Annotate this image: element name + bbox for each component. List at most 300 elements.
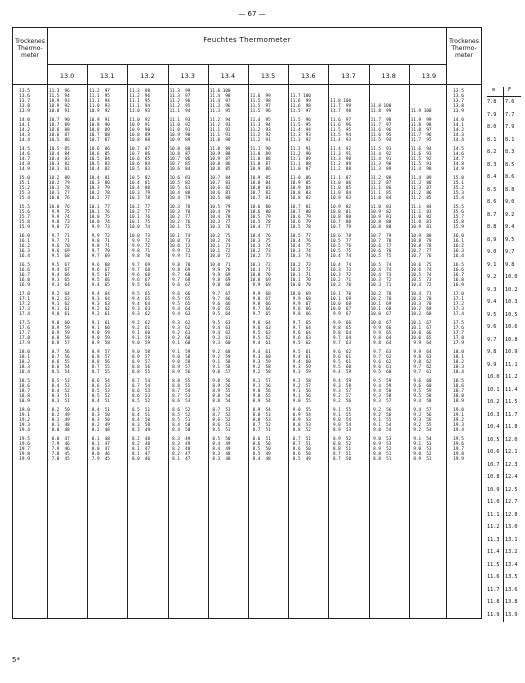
- table-cell: 8.5 52: [89, 394, 110, 400]
- conversion-e-value: 9.9: [487, 361, 497, 368]
- table-cell: 11.4 98: [209, 94, 231, 100]
- table-cell: 8.5 51: [129, 408, 151, 413]
- table-cell: 10.9 86: [250, 167, 271, 173]
- table-cell: 10.1 78: [49, 186, 70, 192]
- table-cell: 10.9 92: [49, 104, 70, 110]
- table-cell: 9.0 58: [169, 360, 191, 366]
- dry-temperature: 18.3: [19, 365, 31, 371]
- table-cell: 9.4 58: [370, 389, 392, 395]
- dry-temperature: 19.6: [453, 442, 465, 448]
- table-cell: 9.8 66: [250, 302, 271, 308]
- conversion-f-value: 13.2: [505, 549, 518, 555]
- dry-temperature: 14.4: [453, 138, 465, 144]
- table-cell: 11.3 90: [330, 157, 352, 163]
- table-cell: 10.4 81: [89, 176, 110, 181]
- table-cell: 8.6 52: [169, 408, 191, 413]
- table-cell: 9.7 67: [209, 292, 231, 297]
- dry-temperature: 15.4: [453, 196, 465, 202]
- table-cell: 10.0 67: [370, 321, 392, 326]
- table-cell: 11.6 96: [370, 128, 392, 134]
- dry-temperature: 15.8: [19, 220, 31, 226]
- table-cell: 9.5 61: [330, 360, 352, 366]
- table-cell: 9.1 55: [330, 408, 352, 413]
- table-cell: 9.2 62: [89, 307, 110, 313]
- table-cell: 10.4 71: [410, 292, 432, 297]
- table-cell: 8.9 53: [290, 418, 311, 424]
- table-cell: 10.1 75: [169, 225, 191, 231]
- table-cell: 8.2 50: [49, 408, 70, 413]
- dry-temperature: 15.6: [453, 210, 465, 216]
- dry-temperature: 15.2: [453, 186, 465, 192]
- table-cell: 10.7 86: [169, 157, 191, 163]
- table-cell: 11.0 87: [250, 162, 271, 168]
- dry-temperature: 14.7: [453, 157, 465, 163]
- conversion-e-value: 10.8: [487, 474, 500, 480]
- table-cell: 9.5 66: [129, 283, 151, 289]
- conversion-f-value: 7.7: [505, 111, 515, 118]
- conversion-e-value: 8.4: [487, 174, 497, 180]
- conversion-f-value: 8.1: [505, 136, 515, 143]
- table-cell: 10.7 80: [330, 220, 352, 226]
- dry-temperature: 15.1: [19, 181, 31, 187]
- dry-temperature: 14.1: [19, 123, 31, 129]
- table-cell: 10.8 86: [209, 162, 231, 168]
- table-cell: 9.9 73: [89, 225, 110, 231]
- table-cell: 8.1 48: [89, 437, 110, 442]
- table-cell: 10.2 71: [330, 278, 352, 284]
- dry-temperature: 19.4: [19, 428, 31, 434]
- table-cell: 9.5 61: [290, 350, 311, 355]
- table-cell: 10.4 75: [290, 244, 311, 250]
- table-cell: 8.7 51: [290, 442, 311, 448]
- table-cell: 8.0 46: [129, 457, 151, 463]
- table-cell: 9.3 62: [169, 326, 191, 332]
- dry-temperature: 17.4: [19, 312, 31, 318]
- dry-temperature: 14.6: [19, 152, 31, 158]
- table-cell: 11.0 92: [169, 123, 191, 129]
- table-cell: 9.9 72: [129, 244, 151, 250]
- table-cell: 9.5 65: [129, 292, 151, 297]
- conversion-f-value: 8.5: [505, 161, 515, 168]
- table-cell: 11.1 94: [89, 99, 110, 105]
- table-cell: 9.9 67: [290, 302, 311, 308]
- table-cell: 8.8 56: [89, 360, 110, 366]
- dry-temperature: 14.0: [19, 118, 31, 123]
- table-cell: 8.7 54: [129, 384, 151, 390]
- table-cell: 10.4 73: [370, 273, 392, 279]
- table-cell: 9.6 60: [410, 384, 432, 390]
- table-cell: 11.3 89: [370, 167, 392, 173]
- table-cell: 9.2 61: [169, 331, 191, 337]
- table-cell: 9.3 63: [89, 302, 110, 308]
- conversion-f-value: 11.2: [505, 374, 518, 380]
- table-cell: 8.8 56: [129, 365, 151, 371]
- table-cell: 11.4 97: [209, 99, 231, 105]
- table-cell: 9.7 68: [129, 268, 151, 274]
- table-cell: 9.5 62: [290, 341, 311, 347]
- table-cell: 9.7 68: [169, 273, 191, 279]
- dry-temperature: 16.1: [453, 239, 465, 245]
- title-divider: [47, 64, 447, 65]
- table-cell: 10.6 85: [89, 152, 110, 158]
- table-cell: 9.0 59: [89, 331, 110, 337]
- conversion-e-value: 9.0: [487, 249, 497, 255]
- table-cell: 8.1 49: [49, 418, 70, 424]
- table-cell: 11.3 96: [209, 104, 231, 110]
- dry-temperature: 17.2: [453, 302, 465, 308]
- table-cell: 9.4 61: [290, 355, 311, 361]
- table-cell: 8.6 50: [290, 447, 311, 453]
- conversion-f-value: 10.0: [505, 274, 518, 280]
- table-cell: 9.4 65: [89, 283, 110, 289]
- table-cell: 10.7 78: [370, 239, 392, 245]
- table-cell: 9.7 62: [410, 365, 432, 371]
- dry-temperature: 19.2: [453, 418, 465, 424]
- table-cell: 11.9 99: [410, 118, 432, 123]
- dry-temperature: 18.2: [19, 360, 31, 366]
- table-cell: 9.0 55: [250, 394, 271, 400]
- wet-column-header: 13.6: [301, 72, 316, 80]
- table-cell: 8.7 55: [89, 365, 110, 371]
- table-cell: 9.3 57: [330, 389, 352, 395]
- table-cell: 8.5 50: [209, 437, 231, 442]
- table-cell: 10.2 70: [370, 297, 392, 303]
- table-cell: 8.5 51: [209, 428, 231, 434]
- table-cell: 11.3 92: [290, 138, 311, 144]
- table-cell: 8.0 48: [49, 428, 70, 434]
- table-cell: 8.9 57: [89, 350, 110, 355]
- dry-temperature: 18.0: [19, 350, 31, 355]
- dry-temperature: 19.5: [19, 437, 31, 442]
- table-cell: 11.5 94: [370, 138, 392, 144]
- table-cell: 10.3 82: [49, 162, 70, 168]
- table-cell: 9.7 70: [89, 249, 110, 255]
- dry-temperature: 13.9: [453, 109, 465, 115]
- table-cell: 10.5 82: [169, 181, 191, 187]
- table-cell: 8.5 51: [169, 418, 191, 424]
- table-cell: 10.5 73: [410, 278, 432, 284]
- table-cell: 9.0 58: [129, 350, 151, 355]
- table-cell: 11.2 93: [250, 128, 271, 134]
- table-cell: 9.0 59: [89, 336, 110, 342]
- table-cell: 10.0 69: [250, 278, 271, 284]
- dry-temperature: 13.6: [453, 94, 465, 100]
- wet-column-header: 13.0: [59, 72, 75, 80]
- table-cell: 9.0 56: [209, 379, 231, 384]
- table-cell: 9.9 71: [169, 254, 191, 260]
- conversion-e-value: 9.4: [487, 299, 497, 305]
- conversion-row: [487, 249, 521, 261]
- dry-temperature: 18.4: [453, 370, 465, 376]
- dry-temperature: 16.6: [19, 268, 31, 274]
- table-cell: 8.4 49: [209, 447, 231, 453]
- table-cell: 8.7 50: [330, 457, 352, 463]
- table-cell: 10.7 86: [129, 152, 151, 158]
- table-cell: 8.6 51: [209, 423, 231, 429]
- table-cell: 10.3 76: [209, 225, 231, 231]
- table-cell: 8.9 58: [89, 341, 110, 347]
- conversion-f-value: 9.8: [505, 261, 515, 268]
- table-cell: 11.0 85: [330, 186, 352, 192]
- table-cell: 9.1 57: [250, 379, 271, 384]
- table-cell: 9.3 57: [370, 399, 392, 405]
- table-cell: 8.2 48: [129, 437, 151, 442]
- table-cell: 9.8 62: [410, 360, 432, 366]
- table-cell: 8.9 57: [129, 360, 151, 366]
- table-cell: 10.1 76: [89, 210, 110, 216]
- dry-temperature: 13.8: [19, 104, 31, 110]
- conversion-f-value: 10.2: [505, 286, 518, 293]
- table-cell: 9.9 67: [330, 312, 352, 318]
- table-cell: 9.1 59: [129, 336, 151, 342]
- table-cell: 11.1 94: [129, 104, 151, 110]
- table-cell: 11.3 94: [250, 123, 271, 129]
- table-cell: 11.2 88: [370, 176, 392, 181]
- conversion-e-value: 11.0: [487, 499, 500, 505]
- dry-temperature: 18.4: [19, 370, 31, 376]
- dry-temperature: 16.7: [19, 273, 31, 279]
- table-cell: 10.9 82: [330, 205, 352, 210]
- table-cell: 10.4 78: [209, 215, 231, 221]
- table-cell: 10.3 70: [410, 297, 432, 303]
- conversion-f-value: 11.1: [505, 361, 518, 368]
- conversion-row: [487, 399, 521, 411]
- table-cell: 11.1 95: [89, 94, 110, 100]
- table-cell: 9.1 58: [209, 360, 231, 366]
- dry-temperature: 16.2: [19, 244, 31, 250]
- conversion-e-value: 9.7: [487, 336, 497, 343]
- dry-temperature: 19.3: [453, 423, 465, 429]
- table-cell: 10.3 79: [89, 186, 110, 192]
- dry-temperature: 18.7: [453, 389, 465, 395]
- table-cell: 10.0 74: [89, 220, 110, 226]
- table-cell: 9.6 67: [129, 278, 151, 284]
- conversion-e-value: 8.6: [487, 199, 497, 205]
- table-cell: 9.4 65: [129, 297, 151, 303]
- table-cell: 9.4 63: [209, 326, 231, 332]
- table-cell: 9.6 62: [330, 350, 352, 355]
- table-cell: 9.2 57: [330, 394, 352, 400]
- dry-temperature: 17.7: [19, 331, 31, 337]
- table-cell: 9.3 60: [250, 355, 271, 361]
- table-cell: 11.3 98: [129, 89, 151, 94]
- table-cell: 11.5 97: [250, 104, 271, 110]
- conversion-f-value: 8.3: [505, 149, 515, 155]
- table-cell: 10.1 69: [330, 297, 352, 303]
- table-cell: 8.6 54: [49, 365, 70, 371]
- table-cell: 11.2 89: [330, 162, 352, 168]
- conversion-e-value: 10.9: [487, 486, 500, 493]
- table-cell: 8.2 48: [89, 428, 110, 434]
- table-cell: 9.6 69: [49, 249, 70, 255]
- table-cell: 8.9 59: [49, 331, 70, 337]
- table-cell: 9.0 56: [250, 389, 271, 395]
- table-cell: 11.0 86: [330, 181, 352, 187]
- conversion-row: [487, 287, 521, 299]
- table-cell: 10.9 89: [169, 138, 191, 144]
- table-cell: 11.2 92: [250, 133, 271, 139]
- table-cell: 9.5 66: [89, 278, 110, 284]
- table-cell: 9.2 60: [209, 350, 231, 355]
- wet-column-header: 13.9: [421, 72, 437, 80]
- dry-temperature: 18.7: [19, 389, 31, 395]
- table-cell: 11.1 94: [169, 109, 191, 115]
- conversion-e-value: 11.5: [487, 561, 500, 568]
- table-cell: 10.5 79: [209, 205, 231, 210]
- table-cell: 10.1 76: [129, 215, 151, 221]
- table-cell: 8.3 51: [49, 399, 70, 405]
- table-cell: 9.7 66: [209, 297, 231, 303]
- table-cell: 9.9 65: [370, 331, 392, 337]
- table-cell: 11.3 93: [290, 133, 311, 139]
- humidity-table: [12, 27, 482, 619]
- table-cell: 8.0 47: [49, 437, 70, 442]
- table-cell: 10.6 81: [209, 191, 231, 197]
- conversion-e-value: 11.9: [487, 611, 500, 618]
- conversion-f-value: 11.4: [505, 386, 518, 393]
- dry-temperature: 15.9: [453, 225, 465, 231]
- table-cell: 8.2 49: [89, 423, 110, 429]
- table-cell: 9.1 55: [330, 413, 352, 419]
- dry-temperature: 16.4: [453, 254, 465, 260]
- dry-temperature: 17.8: [453, 336, 465, 342]
- table-cell: 11.4 92: [330, 147, 352, 152]
- conversion-e-value: 10.3: [487, 411, 500, 418]
- table-cell: 8.8 52: [330, 442, 352, 448]
- table-cell: 10.0 74: [129, 225, 151, 231]
- table-cell: 10.8 88: [129, 138, 151, 144]
- table-cell: 9.6 67: [89, 268, 110, 274]
- table-cell: 10.0 68: [330, 302, 352, 308]
- table-cell: 8.7 51: [250, 428, 271, 434]
- table-cell: 9.8 70: [169, 263, 191, 268]
- table-cell: 8.4 52: [49, 384, 70, 390]
- table-cell: 7.8 45: [49, 457, 70, 463]
- table-cell: 10.3 80: [89, 181, 110, 187]
- conversion-f-value: 9.7: [505, 249, 515, 255]
- table-cell: 9.7 68: [169, 278, 191, 284]
- table-cell: 11.4 95: [250, 118, 271, 123]
- table-cell: 8.6 53: [129, 389, 151, 395]
- wet-column-header: 13.8: [381, 72, 396, 80]
- table-cell: 9.2 62: [129, 321, 151, 326]
- table-cell: 9.7 64: [290, 326, 311, 332]
- table-cell: 8.9 54: [290, 413, 311, 419]
- table-cell: 11.5 95: [330, 128, 352, 134]
- table-cell: 9.4 61: [250, 350, 271, 355]
- table-cell: 7.8 45: [49, 452, 70, 458]
- table-cell: 11.7 97: [370, 123, 392, 129]
- wet-column-divider: [127, 64, 128, 618]
- table-cell: 10.5 84: [89, 157, 110, 163]
- table-cell: 11.1 93: [169, 118, 191, 123]
- table-cell: 10.5 74: [370, 263, 392, 268]
- table-cell: 9.9 66: [330, 321, 352, 326]
- table-cell: 9.3 62: [169, 321, 191, 326]
- conversion-e-value: 9.2: [487, 274, 497, 280]
- table-cell: 10.1 72: [209, 249, 231, 255]
- table-cell: 8.6 51: [250, 437, 271, 442]
- table-cell: 9.8 68: [209, 283, 231, 289]
- table-cell: 8.6 50: [250, 442, 271, 448]
- conversion-row: [487, 512, 521, 524]
- table-cell: 10.3 78: [129, 196, 151, 202]
- table-cell: 9.9 72: [129, 239, 151, 245]
- table-cell: 8.8 53: [290, 423, 311, 429]
- table-cell: 10.7 89: [49, 123, 70, 129]
- table-cell: 11.0 91: [169, 128, 191, 134]
- table-cell: 11.4 90: [410, 167, 432, 173]
- table-cell: 10.1 67: [410, 321, 432, 326]
- table-cell: 11.0 90: [209, 138, 231, 144]
- table-cell: 9.6 66: [169, 292, 191, 297]
- table-cell: 10.0 75: [89, 215, 110, 221]
- dry-temperature: 15.3: [19, 191, 31, 197]
- table-cell: 9.4 57: [410, 408, 432, 413]
- dry-temperature: 18.3: [453, 365, 465, 371]
- table-cell: 10.9 81: [410, 225, 432, 231]
- table-cell: 8.7 51: [330, 452, 352, 458]
- table-cell: 9.8 73: [49, 220, 70, 226]
- table-cell: 9.4 61: [250, 341, 271, 347]
- table-cell: 11.6 98: [290, 104, 311, 110]
- table-cell: 10.5 77: [290, 234, 311, 239]
- table-cell: 10.8 89: [89, 128, 110, 134]
- table-cell: 9.1 60: [169, 341, 191, 347]
- table-cell: 9.5 67: [89, 273, 110, 279]
- table-cell: 10.5 74: [410, 273, 432, 279]
- table-cell: 9.8 71: [89, 239, 110, 245]
- table-cell: 10.0 67: [370, 312, 392, 318]
- dry-temperature: 14.5: [19, 147, 31, 152]
- conversion-e-value: 9.8: [487, 349, 497, 355]
- table-cell: 10.7 79: [330, 225, 352, 231]
- table-cell: 10.2 80: [49, 176, 70, 181]
- table-cell: 8.9 51: [410, 457, 432, 463]
- table-cell: 10.4 80: [129, 186, 151, 192]
- table-cell: 9.1 56: [290, 389, 311, 395]
- dry-temperature: 13.5: [19, 89, 31, 94]
- table-cell: 10.2 77: [169, 215, 191, 221]
- table-cell: 10.0 73: [169, 239, 191, 245]
- conversion-row: [487, 524, 521, 536]
- conversion-f-value: 11.8: [505, 424, 518, 430]
- conversion-f-value: 13.0: [505, 524, 518, 530]
- table-cell: 10.4 74: [330, 254, 352, 260]
- table-cell: 8.4 51: [129, 413, 151, 419]
- table-cell: 11.5 94: [49, 94, 70, 100]
- conversion-row: [487, 174, 521, 186]
- conversion-row: [487, 312, 521, 324]
- table-cell: 11.5 95: [290, 123, 311, 129]
- table-cell: 10.6 80: [250, 210, 271, 216]
- conversion-row: [487, 424, 521, 436]
- dry-temperature: 15.8: [453, 220, 465, 226]
- conversion-f-value: 9.5: [505, 236, 515, 243]
- conversion-f-value: 12.7: [505, 499, 518, 505]
- table-cell: 10.4 83: [49, 157, 70, 163]
- dry-temperature: 17.5: [453, 321, 465, 326]
- dry-temperature: 19.4: [453, 428, 465, 434]
- table-cell: 9.0 54: [370, 428, 392, 434]
- table-cell: 9.3 59: [290, 370, 311, 376]
- table-cell: 10.8 85: [209, 167, 231, 173]
- conversion-row: [487, 274, 521, 286]
- table-cell: 9.9 74: [49, 215, 70, 221]
- table-cell: 9.7 69: [129, 263, 151, 268]
- table-cell: 9.3 64: [89, 297, 110, 303]
- table-cell: 11.3 96: [49, 89, 70, 94]
